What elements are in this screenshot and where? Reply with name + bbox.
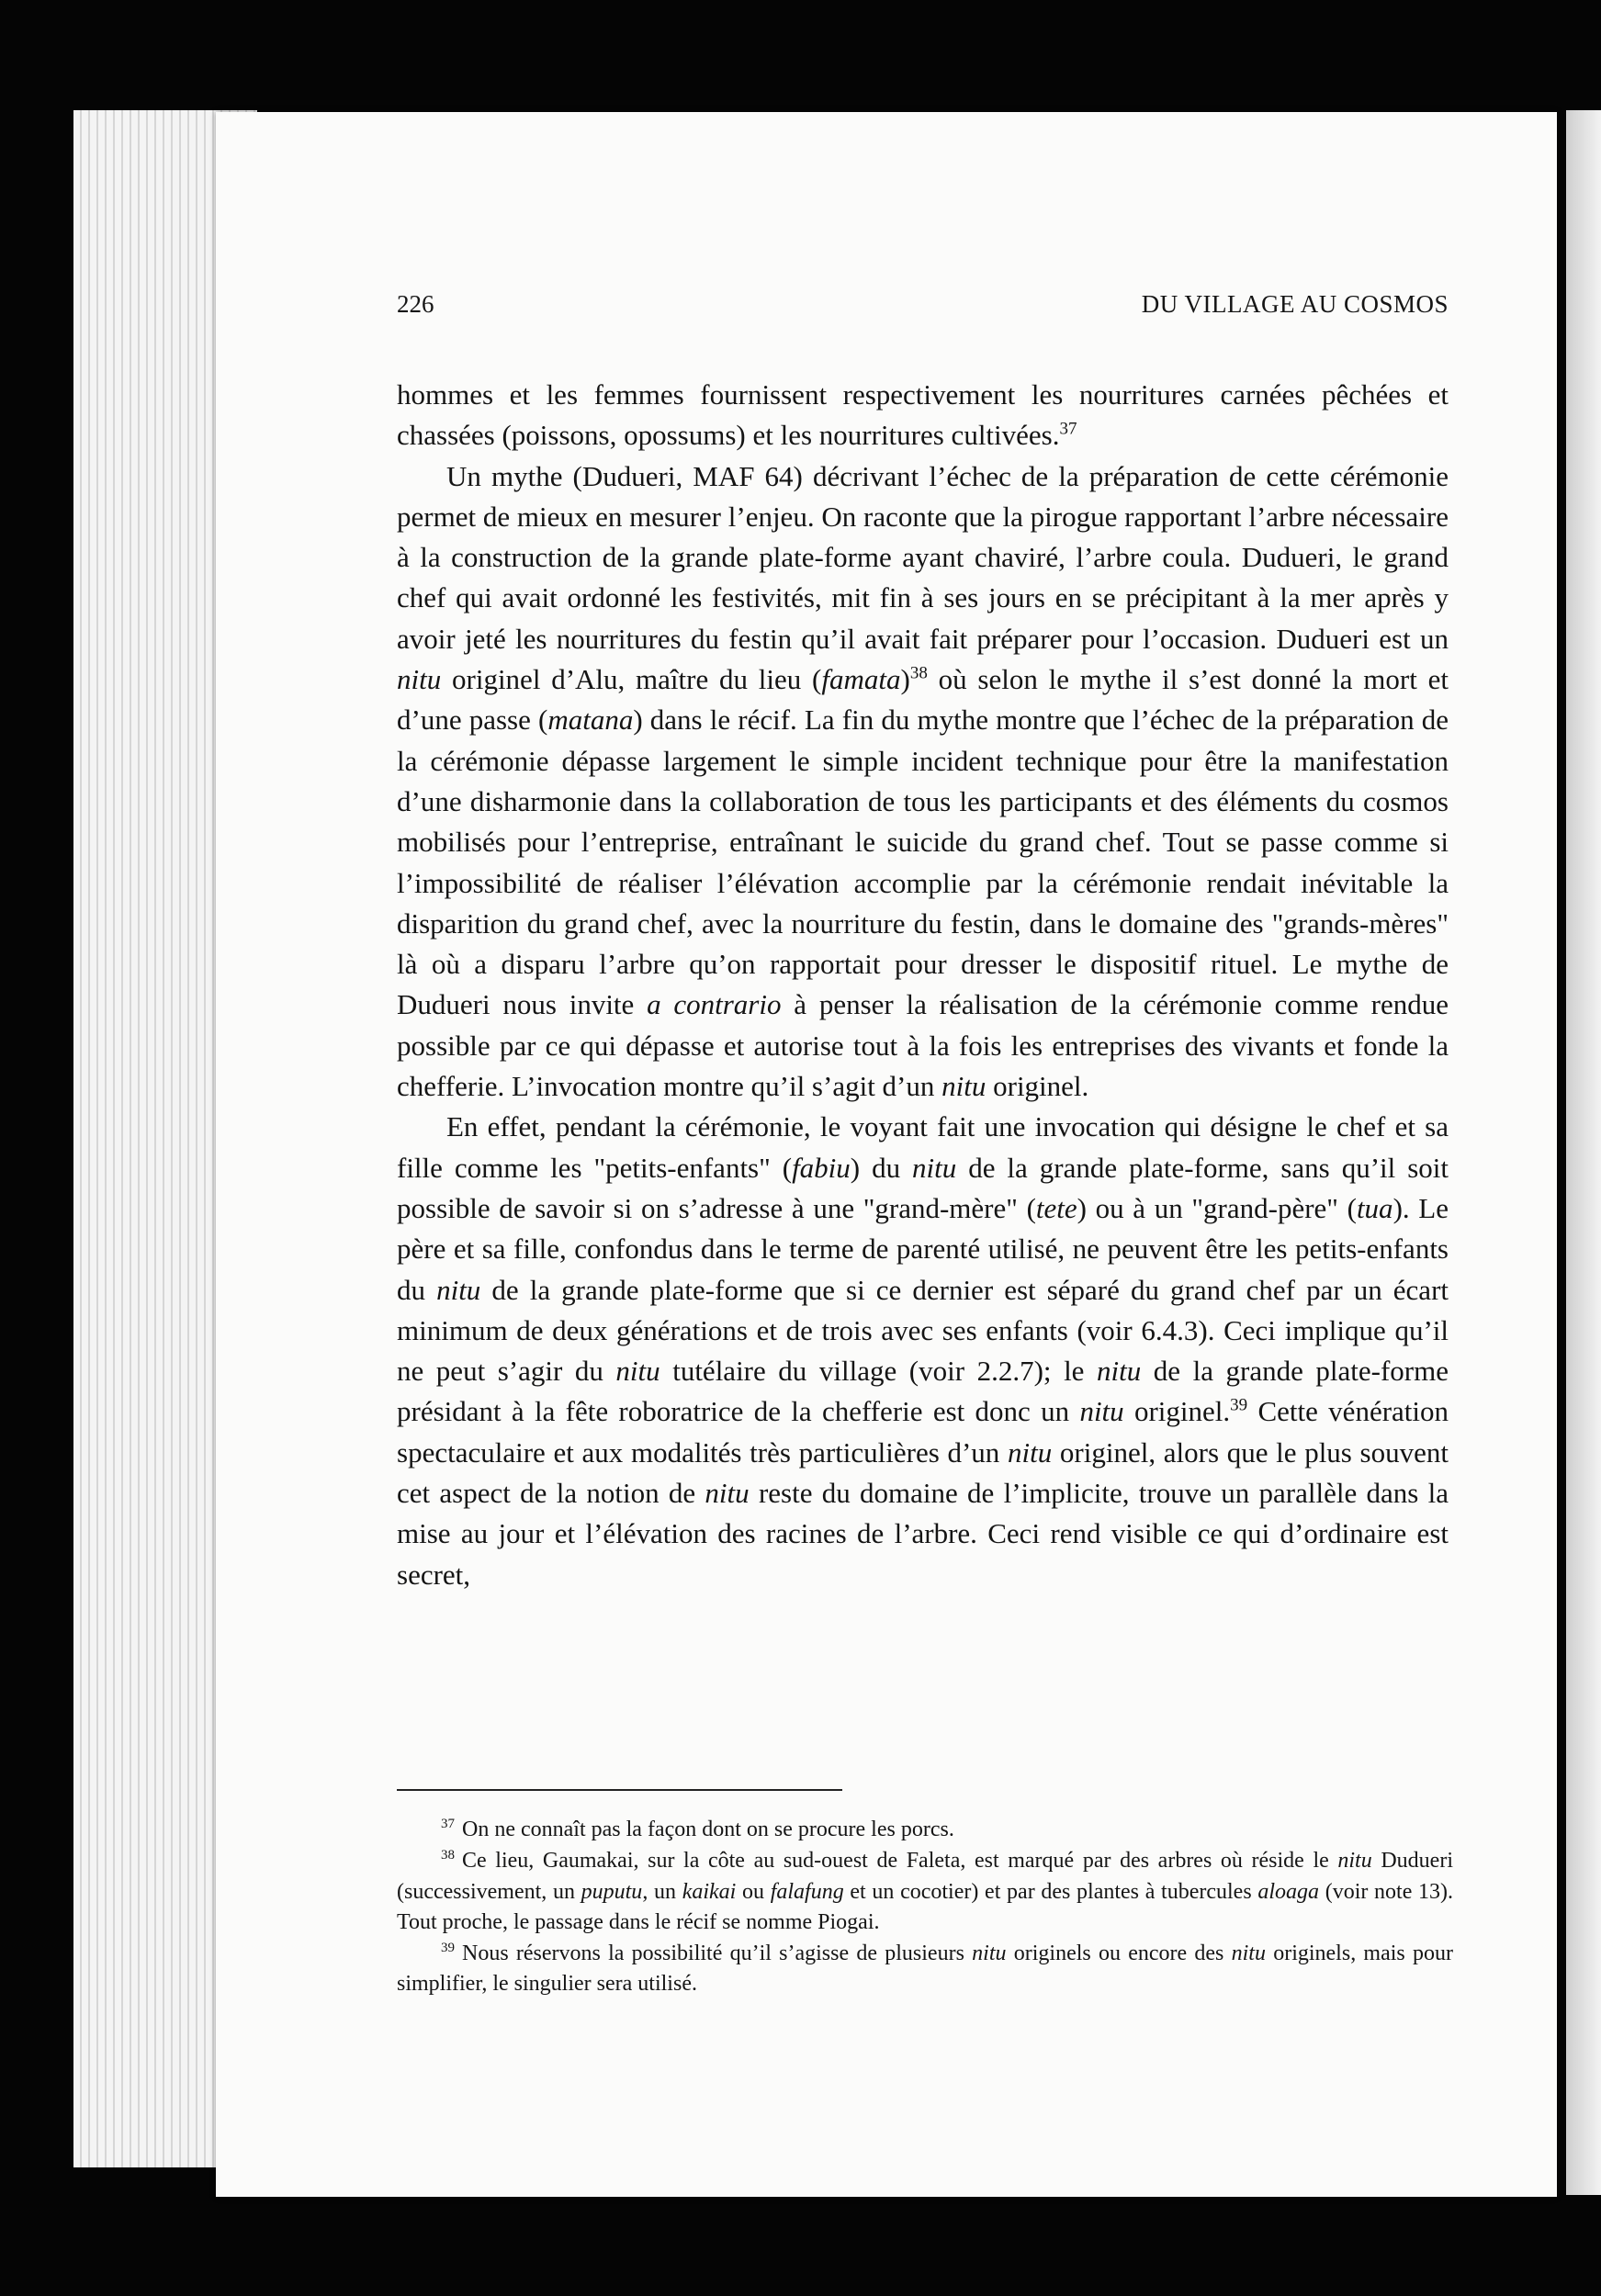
paragraph-1: hommes et les femmes fournissent respectivement les nourritures carnées pêchées et chassées (poissons, opossums) et les nourritures cultivées.$^{37}$ (397, 378, 1449, 452)
body-text (397, 375, 1449, 1595)
facing-page-edge (1566, 110, 1601, 2195)
footnote-ref-37[interactable]: 37 (1059, 419, 1077, 439)
paragraph-2: Un mythe (Dudueri, MAF 64) décrivant l’échec de la préparation de cette cérémonie permet de mieux en mesurer l’enjeu. On raconte que la pirogue rapportant l’arbre nécessaire à la construction de la grande plate-forme ayant chaviré, l’arbre coula. Dudueri, le grand chef qui avait ordonné les festivités, mit fin à ses jours en se précipitant à la mer après y avoir jeté les nourritures du festin qu’il avait fait préparer pour l’occasion. Dudueri est un nitu originel d’Alu, maître du lieu (famata)$^{38}$ où selon le mythe il s’est donné la mort et d’une passe (matana) dans le récif. La fin du mythe montre que l’échec de la préparation de la cérémonie dépasse largement le simple incident technique pour être la manifestation d’une disharmonie dans la collaboration de tous les participants et des éléments du cosmos mobilisés pour l’entreprise, entraînant le suicide du grand chef. Tout se passe comme si l’impossibilité de réaliser l’élévation accomplie par la cérémonie rendait inévitable la disparition du grand chef, avec la nourriture du festin, dans le domaine des "grands-mères" là où a disparu l’arbre qu’on rapportait pour dresser le dispositif rituel. Le mythe de Dudueri nous invite a contrario à penser la réalisation de la cérémonie comme rendue possible par ce qui dépasse et autorise tout à la fois les entreprises des vivants et fonde la chefferie. L’invocation montre qu’il s’agit d’un nitu originel. (397, 459, 1449, 1103)
footnote-38: $^{38}$ Ce lieu, Gaumakai, sur la côte au sud-ouest de Faleta, est marqué par des arbres où réside le nitu Dudueri (successivement, un puputu, un kaikai ou falafung et un cocotier) et par des plantes à tubercules aloaga (voir note 13). Tout proche, le passage dans le récif se nomme Piogai. (397, 1848, 1454, 1934)
footnote-divider (397, 1789, 842, 1791)
page-number: 226 (397, 290, 434, 318)
footnote-ref-38[interactable]: 38 (909, 663, 928, 683)
footnote-ref-39[interactable]: 39 (1230, 1396, 1248, 1416)
footnotes (397, 1815, 1453, 2001)
footnote-37: $^{37}$ On ne connaît pas la façon dont on se procure les porcs. (441, 1817, 954, 1841)
footnote-39: $^{39}$ Nous réservons la possibilité qu’il s’agisse de plusieurs nitu originels ou encore des nitu originels, mais pour simplifier, le singulier sera utilisé. (397, 1941, 1453, 1997)
page-header (397, 290, 1449, 327)
paragraph-3: En effet, pendant la cérémonie, le voyant fait une invocation qui désigne le chef et sa fille comme les "petits-enfants" (fabiu) du nitu de la grande plate-forme, sans qu’il soit possible de savoir si on s’adresse à une "grand-mère" (tete) ou à un "grand-père" (tua). Le père et sa fille, confondus dans le terme de parenté utilisé, ne peuvent être les petits-enfants du nitu de la grande plate-forme que si ce dernier est séparé du grand chef par un écart minimum de deux générations et de trois avec ses enfants (voir 6.4.3). Ceci implique qu’il ne peut s’agir du nitu tutélaire du village (voir 2.2.7); le nitu de la grande plate-forme présidant à la fête roboratrice de la chefferie est donc un nitu originel.$^{39}$ Cette vénération spectaculaire et aux modalités très particulières d’un nitu originel, alors que le plus souvent cet aspect de la notion de nitu reste du domaine de l’implicite, trouve un parallèle dans la mise au jour et l’élévation des racines de l’arbre. Ceci rend visible ce qui d’ordinaire est secret, (397, 1110, 1449, 1591)
running-head: DU VILLAGE AU COSMOS (1141, 290, 1449, 318)
